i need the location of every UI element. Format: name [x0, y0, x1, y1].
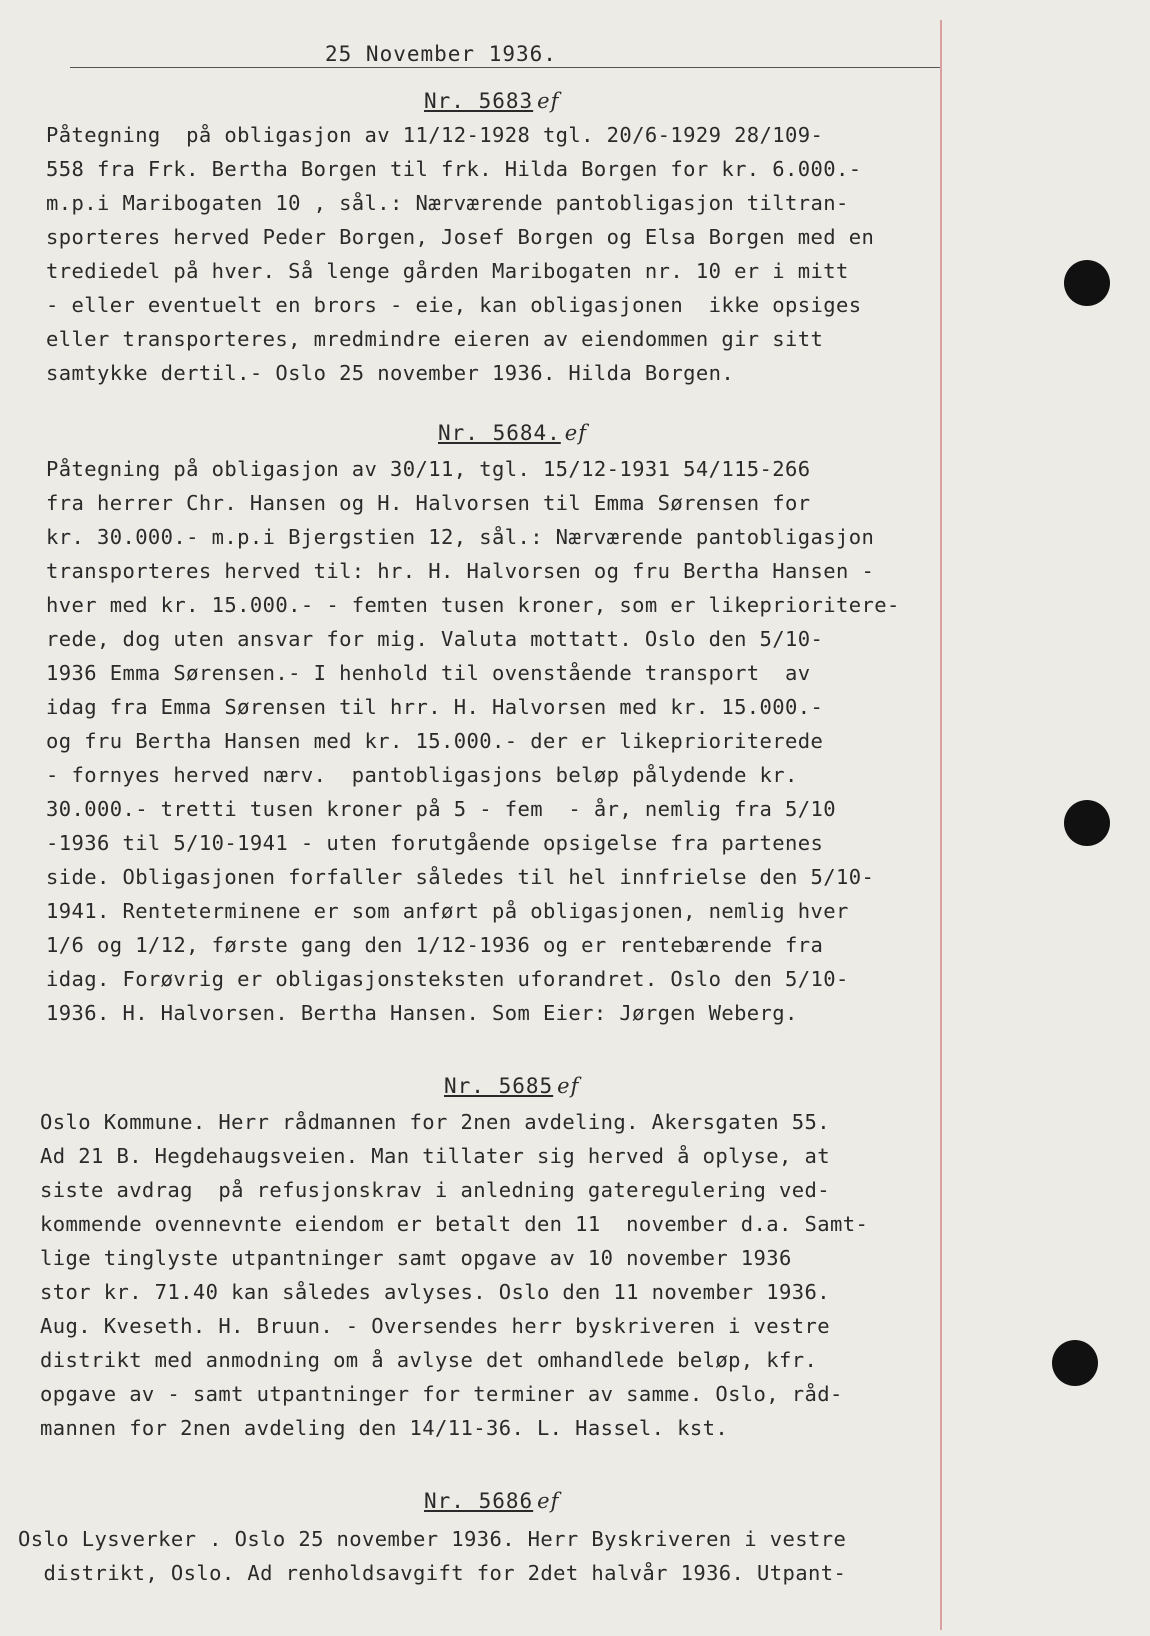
- text-line: trediedel på hver. Så lenge gården Maribogaten nr. 10 er i mitt: [46, 259, 849, 283]
- entry-mark: ef: [564, 421, 587, 445]
- text-line: 1/6 og 1/12, første gang den 1/12-1936 og er rentebærende fra: [46, 933, 824, 957]
- text-line: idag. Forøvrig er obligasjonsteksten uforandret. Oslo den 5/10-: [46, 967, 849, 991]
- text-line: -1936 til 5/10-1941 - uten forutgående opsigelse fra partenes: [46, 831, 824, 855]
- text-line: kommende ovennevnte eiendom er betalt den 11 november d.a. Samt-: [40, 1212, 869, 1236]
- text-line: - eller eventuelt en brors - eie, kan obligasjonen ikke opsiges: [46, 293, 862, 317]
- text-line: m.p.i Maribogaten 10 , sål.: Nærværende pantobligasjon tiltran-: [46, 191, 849, 215]
- text-line: distrikt, Oslo. Ad renholdsavgift for 2det halvår 1936. Utpant-: [18, 1561, 847, 1585]
- text-line: distrikt med anmodning om å avlyse det omhandlede beløp, kfr.: [40, 1348, 818, 1372]
- text-line: og fru Bertha Hansen med kr. 15.000.- der er likeprioriterede: [46, 729, 824, 753]
- text-line: eller transporteres, mredmindre eieren av eiendommen gir sitt: [46, 327, 824, 351]
- text-line: Oslo Kommune. Herr rådmannen for 2nen avdeling. Akersgaten 55.: [40, 1110, 831, 1134]
- entry-mark: ef: [557, 1074, 580, 1098]
- binder-hole: [1064, 260, 1110, 306]
- entry-number-label: Nr. 5685: [444, 1074, 554, 1098]
- entry-text-5686: [18, 1522, 846, 1590]
- text-line: rede, dog uten ansvar for mig. Valuta mottatt. Oslo den 5/10-: [46, 627, 824, 651]
- text-line: Påtegning på obligasjon av 11/12-1928 tgl. 20/6-1929 28/109-: [46, 123, 824, 147]
- text-line: 1936. H. Halvorsen. Bertha Hansen. Som Eier: Jørgen Weberg.: [46, 1001, 798, 1025]
- text-line: opgave av - samt utpantninger for terminer av samme. Oslo, råd-: [40, 1382, 843, 1406]
- entry-number-label: Nr. 5683: [424, 89, 534, 113]
- text-line: mannen for 2nen avdeling den 14/11-36. L. Hassel. kst.: [40, 1416, 729, 1440]
- text-line: side. Obligasjonen forfaller således til hel innfrielse den 5/10-: [46, 865, 875, 889]
- entry-text-5683: [46, 118, 874, 390]
- entry-mark: ef: [537, 1489, 560, 1513]
- text-line: 558 fra Frk. Bertha Borgen til frk. Hilda Borgen for kr. 6.000.-: [46, 157, 862, 181]
- text-line: sporteres herved Peder Borgen, Josef Borgen og Elsa Borgen med en: [46, 225, 875, 249]
- text-line: transporteres herved til: hr. H. Halvorsen og fru Bertha Hansen -: [46, 559, 875, 583]
- binder-hole: [1052, 1340, 1098, 1386]
- header-rule: [70, 67, 940, 68]
- text-line: Påtegning på obligasjon av 30/11, tgl. 15/12-1931 54/115-266: [46, 457, 811, 481]
- text-line: 1936 Emma Sørensen.- I henhold til ovenstående transport av: [46, 661, 811, 685]
- text-line: Ad 21 B. Hegdehaugsveien. Man tillater sig herved å oplyse, at: [40, 1144, 831, 1168]
- text-line: lige tinglyste utpantninger samt opgave av 10 november 1936: [40, 1246, 792, 1270]
- text-line: Oslo Lysverker . Oslo 25 november 1936. Herr Byskriveren i vestre: [18, 1527, 847, 1551]
- entry-number-label: Nr. 5686: [424, 1489, 534, 1513]
- entry-number-label: Nr. 5684.: [438, 421, 561, 445]
- text-line: Aug. Kveseth. H. Bruun. - Oversendes herr byskriveren i vestre: [40, 1314, 831, 1338]
- entry-number-5684: [438, 421, 587, 445]
- text-line: siste avdrag på refusjonskrav i anledning gateregulering ved-: [40, 1178, 831, 1202]
- text-line: samtykke dertil.- Oslo 25 november 1936. Hilda Borgen.: [46, 361, 735, 385]
- page-date-header: 25 November 1936.: [325, 42, 557, 66]
- binder-hole: [1064, 800, 1110, 846]
- text-line: 1941. Renteterminene er som anført på obligasjonen, nemlig hver: [46, 899, 849, 923]
- entry-text-5684: [46, 452, 900, 1030]
- entry-mark: ef: [537, 89, 560, 113]
- margin-line: [940, 20, 942, 1630]
- entry-number-5683: [424, 89, 559, 113]
- entry-number-5686: [424, 1489, 559, 1513]
- text-line: idag fra Emma Sørensen til hrr. H. Halvorsen med kr. 15.000.-: [46, 695, 824, 719]
- text-line: stor kr. 71.40 kan således avlyses. Oslo den 11 november 1936.: [40, 1280, 831, 1304]
- text-line: 30.000.- tretti tusen kroner på 5 - fem - år, nemlig fra 5/10: [46, 797, 837, 821]
- entry-number-5685: [444, 1074, 579, 1098]
- entry-text-5685: [40, 1105, 868, 1445]
- text-line: fra herrer Chr. Hansen og H. Halvorsen til Emma Sørensen for: [46, 491, 811, 515]
- text-line: hver med kr. 15.000.- - femten tusen kroner, som er likeprioritere-: [46, 593, 900, 617]
- text-line: - fornyes herved nærv. pantobligasjons beløp pålydende kr.: [46, 763, 798, 787]
- text-line: kr. 30.000.- m.p.i Bjergstien 12, sål.: Nærværende pantobligasjon: [46, 525, 875, 549]
